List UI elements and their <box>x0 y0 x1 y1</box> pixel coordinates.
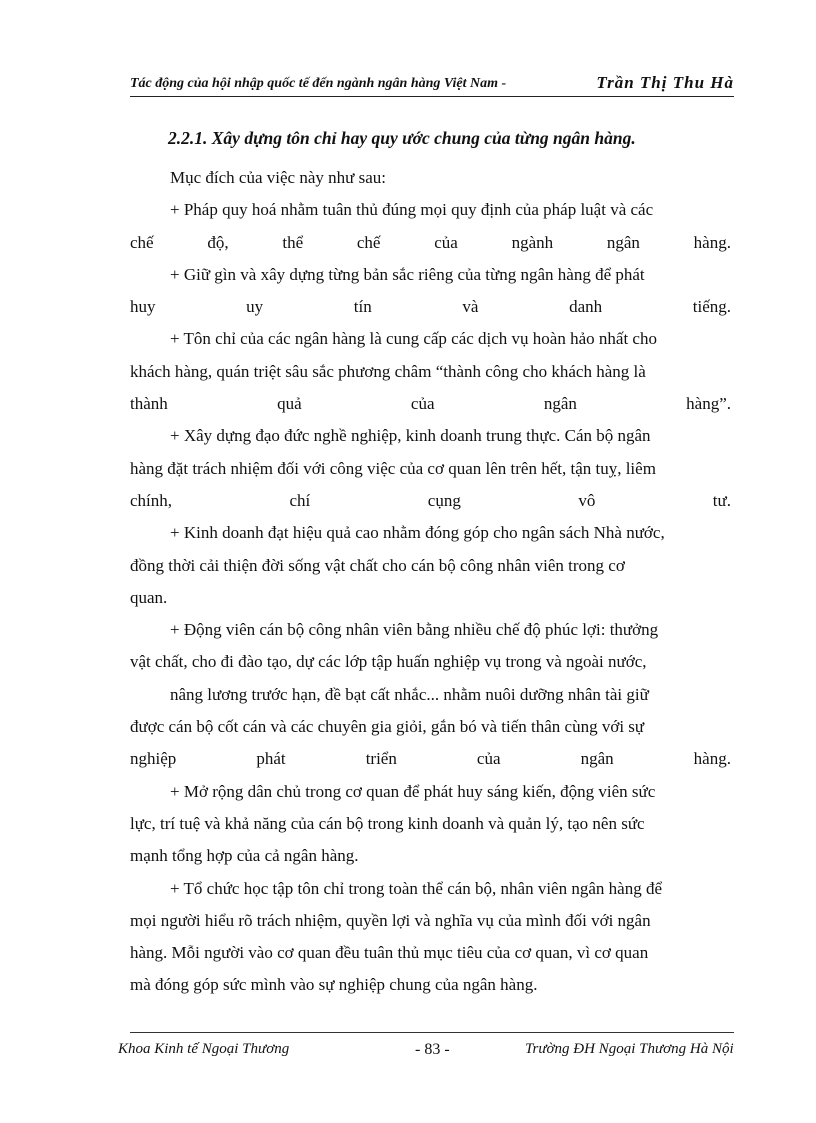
word: phát <box>256 749 286 769</box>
word: hàng. <box>693 232 731 252</box>
line-text: + Động viên cán bộ công nhân viên bằng nhiều chế độ phúc lợi: thưởng <box>170 620 659 640</box>
header-author: Trần Thị Thu Hà <box>596 73 734 92</box>
line-text: + Tổ chức học tập tôn chỉ trong toàn thể cán bộ, nhân viên ngân hàng để <box>170 878 662 898</box>
footer-divider <box>130 1032 734 1033</box>
word: thể <box>282 232 304 252</box>
word: hàng. <box>693 749 731 769</box>
page-number: - 83 - <box>415 1041 450 1058</box>
paragraph-line <box>130 711 731 743</box>
line-text: + Tôn chỉ của các ngân hàng là cung cấp các dịch vụ hoàn hảo nhất cho <box>170 329 657 349</box>
paragraph-line <box>130 808 731 840</box>
line-text: quan. <box>130 587 168 607</box>
word: và <box>462 297 479 317</box>
word: chính, <box>130 490 173 510</box>
paragraph-line <box>130 162 731 194</box>
footer-faculty: Khoa Kinh tế Ngoại Thương <box>118 1041 290 1057</box>
word: nghiệp <box>130 749 177 769</box>
running-header <box>130 74 734 97</box>
line-text: đồng thời cải thiện đời sống vật chất cho cán bộ công nhân viên trong cơ <box>130 555 625 575</box>
line-text: hàng. Mỗi người vào cơ quan đều tuân thủ mục tiêu của cơ quan, vì cơ quan <box>130 943 649 963</box>
paragraph-line <box>130 356 731 388</box>
paragraph-line-justified <box>130 291 731 323</box>
line-text: nâng lương trước hạn, đề bạt cất nhắc... nhằm nuôi dưỡng nhân tài giữ <box>170 684 649 704</box>
word: uy <box>246 297 264 317</box>
footer-university: Trường ĐH Ngoại Thương Hà Nội <box>525 1041 734 1057</box>
paragraph-line <box>130 550 731 582</box>
line-text: hàng đặt trách nhiệm đối với công việc của cơ quan lên trên hết, tận tuỵ, liêm <box>130 458 656 478</box>
word: ngân <box>606 232 640 252</box>
line-text: vật chất, cho đi đào tạo, dự các lớp tập huấn nghiệp vụ trong và ngoài nước, <box>130 652 647 672</box>
word: chế <box>356 232 381 252</box>
word: tiếng. <box>692 297 731 317</box>
word: thành <box>130 394 168 414</box>
word: độ, <box>207 232 229 252</box>
word: hàng”. <box>686 394 731 414</box>
word: chế <box>130 232 154 252</box>
paragraph-line-justified <box>130 227 731 259</box>
paragraph-line <box>130 646 731 678</box>
paragraph-line <box>130 517 731 549</box>
paragraph-line <box>130 840 731 872</box>
word: của <box>434 232 458 252</box>
paragraph-line <box>130 969 731 1001</box>
paragraph-line-justified <box>130 388 731 420</box>
line-text: + Pháp quy hoá nhằm tuân thủ đúng mọi quy định của pháp luật và các <box>170 200 654 220</box>
line-text: + Giữ gìn và xây dựng từng bản sắc riêng của từng ngân hàng để phát <box>170 264 645 284</box>
paragraph-line <box>130 259 731 291</box>
paragraph-line <box>130 679 731 711</box>
word: cụng <box>427 490 461 510</box>
paragraph-line <box>130 937 731 969</box>
body-text <box>130 162 731 1002</box>
word: ngân <box>543 394 577 414</box>
word: huy <box>130 297 156 317</box>
header-title: Tác động của hội nhập quốc tế đến ngành ngân hàng Việt Nam - <box>130 76 507 91</box>
line-text: được cán bộ cốt cán và các chuyên gia giỏi, gắn bó và tiến thân cùng với sự <box>130 717 645 737</box>
word: của <box>476 749 501 769</box>
paragraph-line <box>130 582 731 614</box>
word: danh <box>569 297 603 317</box>
word: tư. <box>712 490 731 510</box>
line-text: khách hàng, quán triệt sâu sắc phương châm “thành công cho khách hàng là <box>130 361 646 381</box>
line-text: mọi người hiểu rõ trách nhiệm, quyền lợi và nghĩa vụ của mình đối với ngân <box>130 910 651 930</box>
paragraph-line <box>130 776 731 808</box>
paragraph-line <box>130 323 731 355</box>
paragraph-line <box>130 420 731 452</box>
word: của <box>410 394 435 414</box>
paragraph-line <box>130 614 731 646</box>
line-text: + Mở rộng dân chủ trong cơ quan để phát huy sáng kiến, động viên sức <box>170 781 656 801</box>
word: vô <box>578 490 596 510</box>
paragraph-line <box>130 194 731 226</box>
line-text: mà đóng góp sức mình vào sự nghiệp chung của ngân hàng. <box>130 975 538 995</box>
word: ngành <box>511 232 554 252</box>
word: triển <box>365 749 397 769</box>
line-text: mạnh tổng hợp của cả ngân hàng. <box>130 846 359 866</box>
line-text: lực, trí tuệ và khả năng của cán bộ trong kinh doanh và quản lý, tạo nên sức <box>130 813 645 833</box>
word: ngân <box>580 749 614 769</box>
paragraph-line <box>130 453 731 485</box>
paragraph-line <box>130 873 731 905</box>
line-text: Mục đích của việc này như sau: <box>170 168 386 187</box>
word: quả <box>277 394 302 414</box>
paragraph-line <box>130 905 731 937</box>
paragraph-line-justified <box>130 743 731 775</box>
line-text: + Kinh doanh đạt hiệu quả cao nhằm đóng góp cho ngân sách Nhà nước, <box>170 523 665 543</box>
word: tín <box>353 297 372 317</box>
word: chí <box>289 490 311 510</box>
section-heading: 2.2.1. Xây dựng tôn chỉ hay quy ước chung của từng ngân hàng. <box>168 128 636 148</box>
line-text: + Xây dựng đạo đức nghề nghiệp, kinh doanh trung thực. Cán bộ ngân <box>170 426 651 446</box>
paragraph-line-justified <box>130 485 731 517</box>
